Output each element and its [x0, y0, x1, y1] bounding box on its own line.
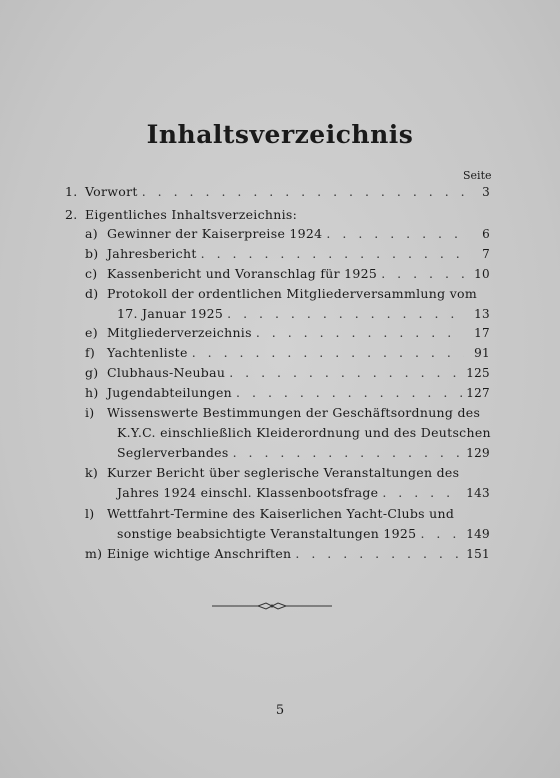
entry-title: 17. Januar 1925 [117, 306, 224, 321]
entry-page: 143 [466, 486, 490, 500]
entry-title: Seglerverbandes [117, 445, 229, 460]
entry-number: d) [85, 286, 99, 301]
entry-title: Wettfahrt-Termine des Kaiserlichen Yacht-Clubs und [107, 506, 455, 521]
entry-page: 7 [482, 247, 490, 261]
entry-number: m) [85, 546, 103, 561]
entry-page: 125 [466, 366, 490, 380]
entry-number: c) [85, 266, 98, 281]
toc-entry-i-cont1 [117, 425, 491, 440]
entry-title: Jugendabteilungen [107, 385, 233, 400]
entry-number: 2. [65, 207, 78, 222]
toc-entry-f [85, 345, 490, 360]
leader-dots [233, 445, 463, 460]
entry-number: f) [85, 345, 96, 360]
entry-page: 129 [466, 446, 490, 460]
page-title: Inhaltsverzeichnis [146, 120, 414, 149]
entry-page: 13 [474, 307, 490, 321]
entry-number: a) [85, 226, 98, 241]
entry-title: Jahres 1924 einschl. Klassenbootsfrage [117, 485, 379, 500]
toc-entry-k [85, 465, 459, 480]
toc-entry-inhaltsverzeichnis [65, 207, 297, 222]
entry-title: Clubhaus-Neubau [107, 365, 226, 380]
entry-page: 6 [482, 227, 490, 241]
leader-dots [326, 226, 464, 241]
entry-page: 91 [474, 346, 490, 360]
leader-dots [236, 385, 462, 400]
toc-entry-b [85, 246, 490, 261]
toc-entry-d-cont [107, 306, 490, 321]
toc-entry-m [85, 546, 490, 561]
entry-number: k) [85, 465, 99, 480]
entry-title: K.Y.C. einschließlich Kleiderordnung und des Deutschen [117, 425, 491, 440]
leader-dots [420, 526, 462, 541]
toc-entry-d [85, 286, 477, 301]
toc-entry-l [85, 506, 454, 521]
toc-entry-h [85, 385, 490, 400]
leader-dots [201, 246, 464, 261]
entry-page: 127 [466, 386, 490, 400]
entry-number: b) [85, 246, 99, 261]
entry-number: g) [85, 365, 99, 380]
ornament-divider-icon [212, 601, 332, 611]
entry-title: Kurzer Bericht über seglerische Veranstaltungen des [107, 465, 460, 480]
leader-dots [295, 546, 462, 561]
leader-dots [229, 365, 462, 380]
toc-entry-k-cont [117, 485, 490, 500]
entry-title: Mitgliederverzeichnis [107, 325, 252, 340]
leader-dots [256, 325, 464, 340]
entry-title: Gewinner der Kaiserpreise 1924 [107, 226, 323, 241]
entry-page: 149 [466, 527, 490, 541]
toc-entry-i [85, 405, 480, 420]
toc-entry-e [85, 325, 490, 340]
toc-entry-g [85, 365, 490, 380]
entry-title: Yachtenliste [107, 345, 188, 360]
page-column-header: Seite [463, 169, 492, 182]
entry-number: l) [85, 506, 95, 521]
entry-page: 3 [482, 185, 490, 199]
leader-dots [382, 485, 462, 500]
entry-title: Kassenbericht und Voranschlag für 1925 [107, 266, 378, 281]
entry-page: 10 [474, 267, 490, 281]
entry-title: Jahresbericht [107, 246, 197, 261]
leader-dots [381, 266, 464, 281]
page-number: 5 [275, 703, 285, 718]
entry-title: Eigentliches Inhaltsverzeichnis: [85, 207, 298, 222]
toc-entry-vorwort [65, 184, 490, 199]
entry-title: Einige wichtige Anschriften [107, 546, 292, 561]
leader-dots [192, 345, 464, 360]
entry-title: Protokoll der ordentlichen Mitgliederversammlung vom [107, 286, 478, 301]
entry-title: Vorwort [85, 184, 138, 199]
entry-title: sonstige beabsichtigte Veranstaltungen 1925 [117, 526, 417, 541]
leader-dots [227, 306, 464, 321]
entry-page: 151 [466, 547, 490, 561]
toc-entry-i-cont2 [117, 445, 490, 460]
entry-number: h) [85, 385, 99, 400]
entry-number: e) [85, 325, 98, 340]
entry-number: 1. [65, 184, 78, 199]
leader-dots [142, 184, 464, 199]
toc-entry-l-cont [117, 526, 490, 541]
entry-page: 17 [474, 326, 490, 340]
entry-title: Wissenswerte Bestimmungen der Geschäftsordnung des [107, 405, 481, 420]
entry-number: i) [85, 405, 95, 420]
toc-entry-c [85, 266, 490, 281]
toc-entry-a [85, 226, 490, 241]
